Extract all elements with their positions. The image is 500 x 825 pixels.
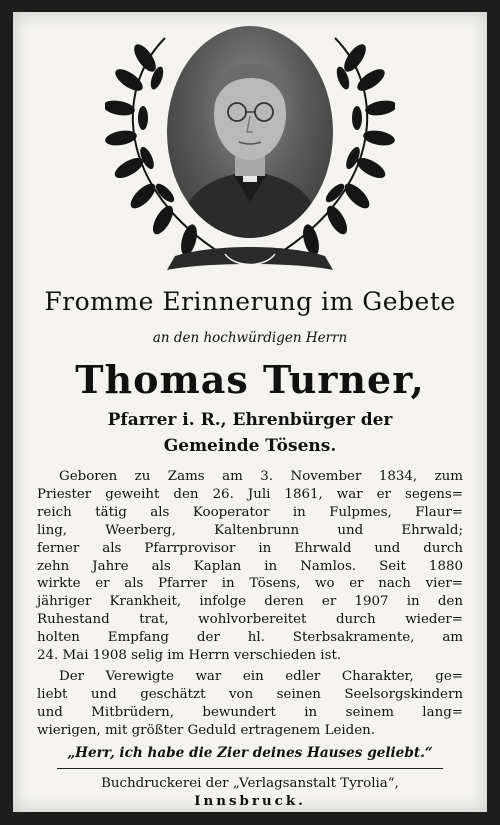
dedication-line: an den hochwürdigen Herrn <box>152 330 348 346</box>
bio-line: zehn Jahre als Kaplan in Namlos. Seit 1880 <box>37 558 463 574</box>
character-line: Der Verewigte war ein edler Charakter, ge= <box>59 669 463 684</box>
bio-line: Geboren zu Zams am 3. November 1834, zum <box>59 469 463 484</box>
character-line: wierigen, mit größter Geduld ertragenem Leiden. <box>37 722 376 738</box>
character-paragraph <box>37 668 463 740</box>
title-line-1: Pfarrer i. R., Ehrenbürger der <box>107 410 393 430</box>
bio-line: ferner als Pfarrprovisor in Ehrwald und durch <box>37 540 463 556</box>
divider <box>57 768 443 769</box>
bio-line: reich tätig als Kooperator in Fulpmes, Flaur= <box>37 504 463 520</box>
bio-line: 24. Mai 1908 selig im Herrn verschieden ist. <box>37 648 342 664</box>
memorial-card <box>13 12 487 812</box>
bio-line: holten Empfang der hl. Sterbsakramente, am <box>37 630 463 646</box>
printer-credit: Buchdruckerei der „Verlagsanstalt Tyrolia“, <box>101 776 399 791</box>
bio-line: jähriger Krankheit, infolge deren er 1907 in den <box>37 594 463 610</box>
bio-line: ling, Weerberg, Kaltenbrunn und Ehrwald; <box>37 522 463 538</box>
title-line-2: Gemeinde Tösens. <box>163 436 337 456</box>
printer-city: Innsbruck. <box>194 793 306 809</box>
deceased-name: Thomas Turner, <box>75 357 425 402</box>
biography-paragraph <box>37 468 463 665</box>
character-line: liebt und geschätzt von seinen Seelsorgskindern <box>37 686 463 702</box>
bio-line: Priester geweiht den 26. Juli 1861, war er segens= <box>37 486 463 502</box>
scripture-quote: „Herr, ich habe die Zier deines Hauses geliebt.“ <box>67 745 433 761</box>
priest-portrait <box>167 26 333 238</box>
portrait-area <box>105 18 395 278</box>
memorial-heading: Fromme Erinnerung im Gebete <box>44 287 456 316</box>
character-line: und Mitbrüdern, bewundert in seinem lang= <box>37 704 463 720</box>
bio-line: Ruhestand trat, wohlvorbereitet durch wieder= <box>37 612 463 628</box>
bio-line: wirkte er als Pfarrer in Tösens, wo er nach vier= <box>37 576 463 592</box>
portrait-figure <box>167 26 333 238</box>
